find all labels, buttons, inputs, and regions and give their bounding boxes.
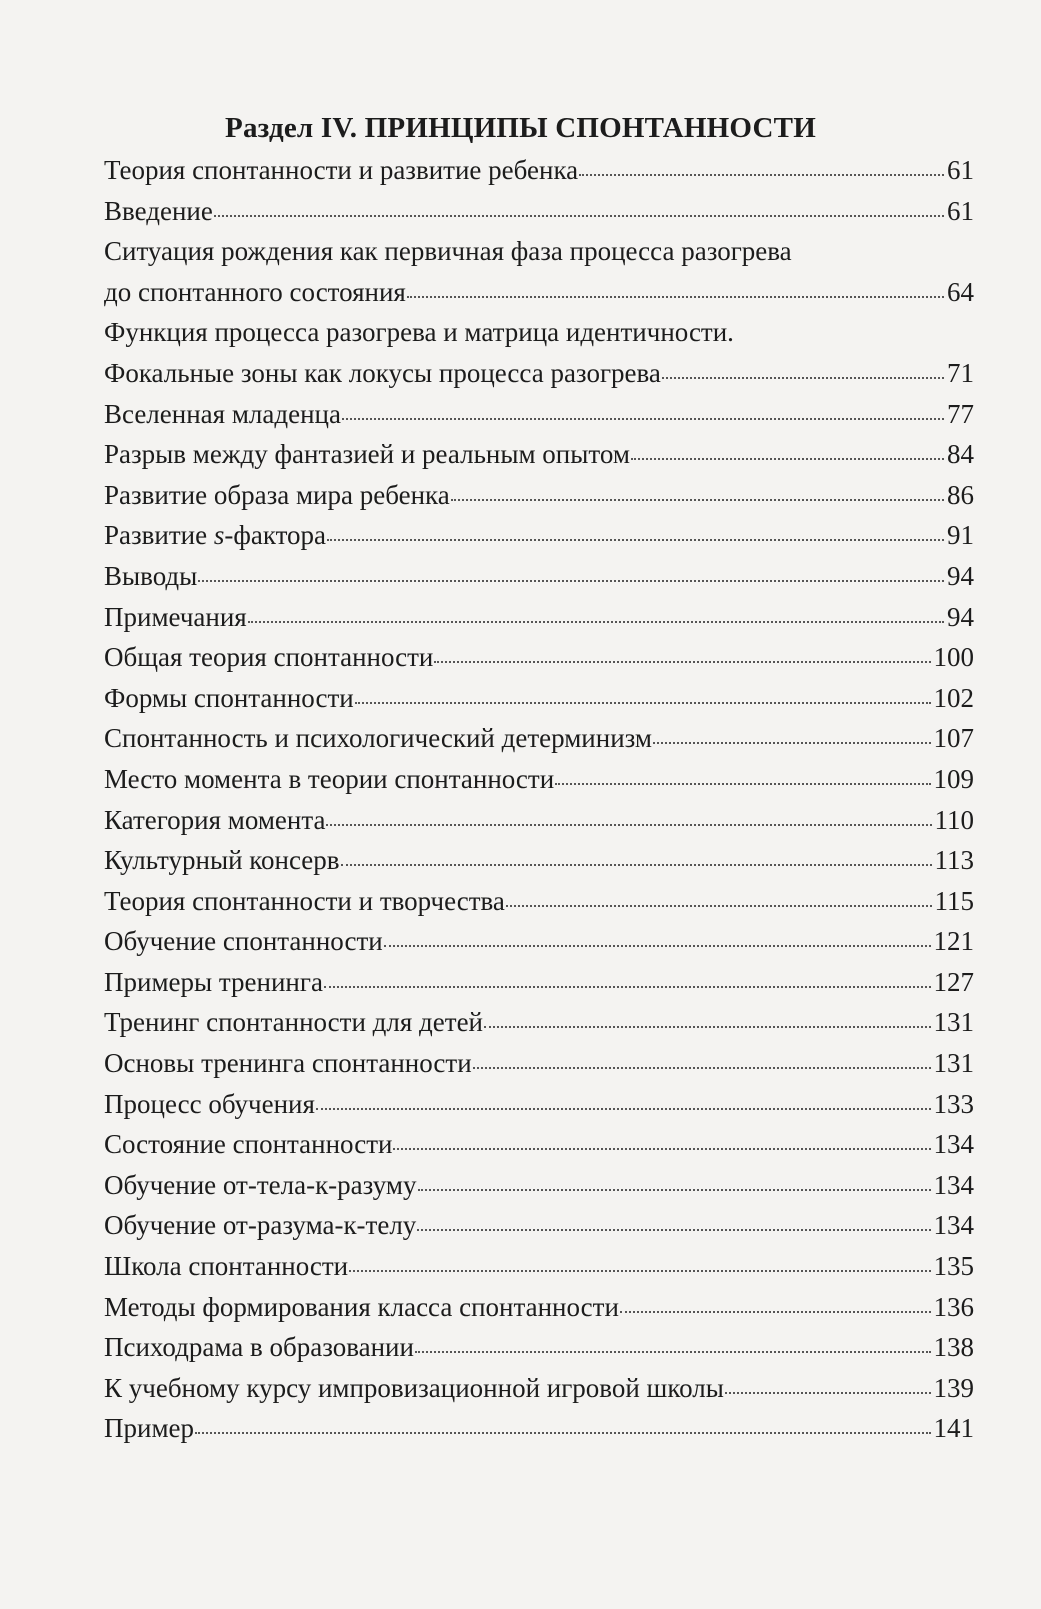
toc-entry-page: 136: [933, 1291, 974, 1322]
toc-entry-title: Примеры тренинга: [104, 966, 323, 997]
toc-entry: [104, 881, 974, 922]
toc-entry: [104, 678, 974, 719]
toc-entry-title: Фокальные зоны как локусы процесса разогрева: [104, 357, 661, 388]
toc-entry: [104, 231, 974, 312]
toc-entry: [104, 1205, 974, 1246]
toc-entry-page: 131: [933, 1048, 974, 1079]
dot-leader: [248, 621, 944, 623]
toc-entry-page: 133: [933, 1088, 974, 1119]
toc-entry-page: 113: [934, 845, 974, 876]
dot-leader: [725, 1392, 931, 1394]
toc-entry-page: 131: [933, 1007, 974, 1038]
toc-entry: [104, 759, 974, 800]
toc-entry-page: 138: [933, 1332, 974, 1363]
toc-entry-page: 91: [947, 520, 974, 551]
toc-entry-title: Введение: [104, 195, 213, 226]
toc-entry-page: 94: [947, 601, 974, 632]
toc-entry-page: 107: [933, 723, 974, 754]
toc-entry-title: К учебному курсу импровизационной игровой школы: [104, 1372, 724, 1403]
dot-leader: [407, 296, 944, 298]
toc-entry: [104, 1246, 974, 1287]
toc-entry-title: Вселенная младенца: [104, 398, 341, 429]
toc-entry-title-line1: Функция процесса разогрева и матрица идентичности.: [104, 317, 734, 348]
toc-entry-page: 77: [947, 398, 974, 429]
toc-entry-title: Примечания: [104, 601, 247, 632]
toc-entry-title: Основы тренинга спонтанности: [104, 1048, 472, 1079]
dot-leader: [631, 458, 944, 460]
toc-entry: [104, 1084, 974, 1125]
toc-entry: [104, 1165, 974, 1206]
toc-entry: [104, 1368, 974, 1409]
toc-entry: [104, 637, 974, 678]
toc-entry-title: Тренинг спонтанности для детей: [104, 1007, 484, 1038]
toc-entry: [104, 191, 974, 232]
toc-entry: [104, 1327, 974, 1368]
toc-entry-title: Разрыв между фантазией и реальным опытом: [104, 439, 630, 470]
toc-entry-title: Культурный консерв: [104, 845, 340, 876]
dot-leader: [324, 986, 931, 988]
dot-leader: [451, 499, 944, 501]
toc-entry: [104, 1124, 974, 1165]
dot-leader: [620, 1311, 931, 1313]
toc-entry-page: 110: [934, 804, 974, 835]
toc-entry-title: Обучение от-тела-к-разуму: [104, 1169, 417, 1200]
toc-entry-page: 115: [934, 885, 974, 916]
toc-entry: [104, 475, 974, 516]
toc-entry-title: Общая теория спонтанности: [104, 642, 434, 673]
toc-entry: [104, 718, 974, 759]
toc-entry: [104, 150, 974, 191]
section-heading: Раздел IV. ПРИНЦИПЫ СПОНТАННОСТИ: [225, 112, 816, 144]
toc-entry-title: Категория момента: [104, 804, 326, 835]
toc-entry: [104, 556, 974, 597]
toc-entry-page: 134: [933, 1169, 974, 1200]
toc-entry-title: Обучение спонтанности: [104, 926, 383, 957]
dot-leader: [214, 215, 944, 217]
dot-leader: [355, 702, 931, 704]
toc-entry: [104, 921, 974, 962]
dot-leader: [341, 864, 932, 866]
toc-entry-title: Психодрама в образовании: [104, 1332, 414, 1363]
toc-entry-title-prefix: Развитие: [104, 520, 214, 551]
toc-entry: [104, 840, 974, 881]
toc-entry-title: Теория спонтанности и творчества: [104, 885, 505, 916]
toc-entry-page: 141: [933, 1413, 974, 1444]
toc-entry-title: Теория спонтанности и развитие ребенка: [104, 155, 579, 185]
toc-entry-page: 127: [933, 966, 974, 997]
toc-entry-page: 64: [947, 276, 974, 307]
table-of-contents: [104, 150, 974, 1449]
toc-entry-title: Состояние спонтанности: [104, 1129, 393, 1160]
dot-leader: [198, 580, 944, 582]
toc-entry-title-suffix: -фактора: [224, 520, 327, 551]
dot-leader: [415, 1351, 931, 1353]
dot-leader: [195, 1432, 930, 1434]
dot-leader: [417, 1229, 930, 1231]
toc-entry: [104, 1287, 974, 1328]
dot-leader: [349, 1270, 930, 1272]
toc-entry-title-line1: Ситуация рождения как первичная фаза процесса разогрева: [104, 236, 792, 267]
dot-leader: [653, 742, 930, 744]
toc-entry-page: 94: [947, 560, 974, 591]
toc-entry-page: 135: [933, 1251, 974, 1282]
toc-entry-page: 86: [947, 479, 974, 510]
dot-leader: [662, 377, 944, 379]
toc-entry-title: Формы спонтанности: [104, 682, 354, 713]
dot-leader: [579, 174, 944, 176]
toc-entry-title: Школа спонтанности: [104, 1251, 349, 1282]
toc-entry-page: 109: [933, 763, 974, 794]
toc-entry-page: 61: [947, 195, 974, 226]
toc-entry-page: 84: [947, 439, 974, 470]
toc-entry-title: Выводы: [104, 560, 198, 591]
dot-leader: [434, 661, 930, 663]
dot-leader: [484, 1026, 930, 1028]
toc-entry-title: до спонтанного состояния: [104, 276, 406, 307]
toc-entry-page: 61: [947, 155, 974, 185]
toc-entry-page: 134: [933, 1210, 974, 1241]
toc-entry: [104, 1043, 974, 1084]
dot-leader: [473, 1067, 931, 1069]
toc-entry: [104, 962, 974, 1003]
toc-entry-title: Развитие образа мира ребенка: [104, 479, 450, 510]
dot-leader: [384, 945, 931, 947]
dot-leader: [327, 539, 944, 541]
toc-entry: [104, 1002, 974, 1043]
toc-entry-title: Пример: [104, 1413, 195, 1444]
toc-entry-title: Процесс обучения: [104, 1088, 315, 1119]
toc-entry-title: Обучение от-разума-к-телу: [104, 1210, 417, 1241]
toc-entry-title: Методы формирования класса спонтанности: [104, 1291, 619, 1322]
toc-entry-page: 100: [933, 642, 974, 673]
dot-leader: [555, 783, 930, 785]
dot-leader: [326, 824, 931, 826]
dot-leader: [506, 905, 932, 907]
dot-leader: [316, 1108, 931, 1110]
toc-entry-page: 71: [947, 357, 974, 388]
toc-entry-page: 134: [933, 1129, 974, 1160]
toc-entry-page: 139: [933, 1372, 974, 1403]
toc-entry-title: [104, 515, 326, 556]
toc-entry-title: Спонтанность и психологический детерминизм: [104, 723, 653, 754]
dot-leader: [418, 1189, 931, 1191]
toc-entry: [104, 394, 974, 435]
toc-entry: [104, 800, 974, 841]
toc-entry: [104, 312, 974, 393]
dot-leader: [393, 1148, 930, 1150]
dot-leader: [342, 418, 944, 420]
toc-entry-title-italic: s: [213, 520, 225, 551]
toc-entry: [104, 434, 974, 475]
toc-entry: [104, 1408, 974, 1449]
toc-entry-title: Место момента в теории спонтанности: [104, 763, 555, 794]
toc-entry-page: 102: [933, 682, 974, 713]
toc-entry-page: 121: [933, 926, 974, 957]
toc-entry: [104, 515, 974, 556]
toc-entry: [104, 597, 974, 638]
